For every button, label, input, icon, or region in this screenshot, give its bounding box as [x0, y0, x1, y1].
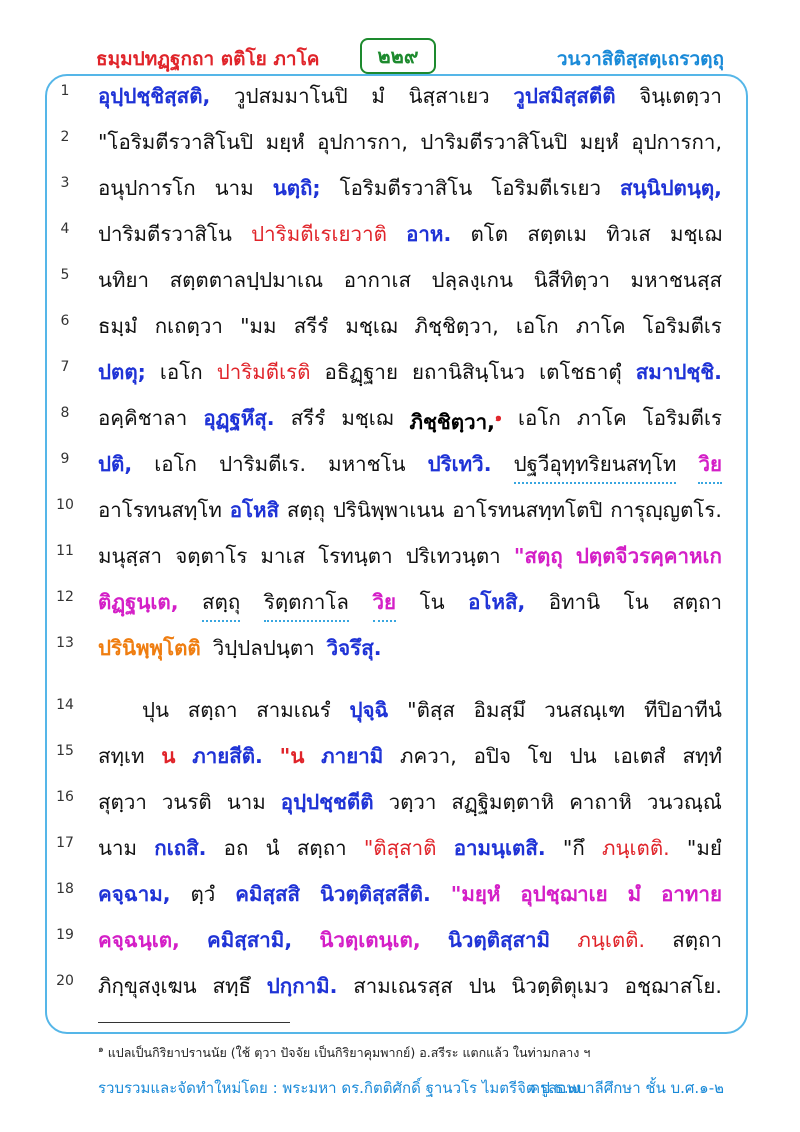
page-number: ๒๒๙ [360, 38, 436, 74]
word: "ติสฺส [407, 698, 455, 722]
word: นทิยา [98, 268, 150, 292]
word: จินฺเตตฺวา [639, 84, 722, 108]
word: เอโก [159, 360, 203, 384]
line-number: 14 [56, 697, 74, 713]
word: กเถตฺวา [154, 314, 223, 338]
word: โอริมตีเร [642, 314, 722, 338]
word: นิวตฺติสฺสามิ [447, 928, 551, 952]
word: จตฺตาโร [175, 544, 248, 568]
line-number: 6 [60, 313, 70, 329]
word: อุปการกา, [317, 130, 408, 154]
word: ปาริมตีเรติ [216, 360, 311, 384]
word: ปาริมตีเรเยวาติ [251, 222, 387, 246]
word: วิย [698, 444, 722, 484]
word: "น [279, 744, 305, 768]
line-number: 15 [56, 743, 74, 759]
word: "กึ [562, 836, 585, 860]
word: มาเส [260, 544, 306, 568]
word: ปฐวีอุทฺทริยนสทฺโท [514, 444, 677, 484]
word: อุปชฺฌาเย [520, 882, 608, 906]
line-number: 11 [56, 543, 74, 559]
footnote-divider [98, 1022, 290, 1023]
word: สรีรํ [293, 314, 329, 338]
word: สทฺเท [98, 744, 145, 768]
word: นํ [265, 836, 280, 860]
word: นาม [214, 176, 254, 200]
word: ตโต [470, 222, 509, 246]
footer-course: ครูสอนบาลีศึกษา ชั้น บ.ศ.๑-๒ [530, 1079, 724, 1097]
word: นาม [226, 790, 266, 814]
word: คมิสฺสสิ [235, 882, 301, 906]
line-number: 20 [56, 973, 74, 989]
word: ปาริมตีเร. [219, 452, 306, 476]
word: วิย [373, 582, 397, 622]
word: ติฏฺฐนฺเต, [98, 590, 179, 614]
book-title: ธมฺมปทฏฺฐกถา ตติโย ภาโค [96, 48, 320, 70]
word: ภายามิ [321, 744, 384, 768]
word: เตโชธาตุํ [539, 360, 622, 384]
word: มชฺเฌ [669, 222, 722, 246]
text-line [98, 260, 722, 300]
word: โอริมตีเร [642, 406, 722, 430]
word: อถ [223, 836, 249, 860]
word: ปน [468, 974, 496, 998]
footer-credit: รวบรวมและจัดทำใหม่โดย : พระมหา ดร.กิตติศักดิ์ ฐานวโร ไมตรีจิต ป.ธ.๗ [98, 1079, 580, 1097]
word: วนสณฺเฑ [544, 698, 626, 722]
word: อชฺฌาสโย. [624, 974, 722, 998]
word: ปกฺกามิ. [266, 974, 338, 998]
word: วูปสมิสฺสตีติ [513, 84, 616, 108]
word: ปรินิพฺพุโตติ [98, 636, 201, 660]
word: วตฺวา [388, 790, 437, 814]
word: นิสฺสาเยว [408, 84, 490, 108]
word: วนรติ [161, 790, 212, 814]
word: วูปสมมาโนปิ [234, 84, 348, 108]
word: อุฏฺฐหึสุ. [203, 406, 275, 430]
word: คาถาหิ [569, 790, 632, 814]
line-number: 3 [60, 175, 70, 191]
word: ธมฺมํ [98, 314, 138, 338]
footnote-ref: ๑ [494, 411, 502, 424]
line-number: 17 [56, 835, 74, 851]
word: เอโก [154, 452, 197, 476]
word: ปตฺตจีวรคฺคาหเก [575, 544, 722, 568]
word: นิวตฺติสฺสสีติ. [319, 882, 431, 906]
word: ภาโค [575, 314, 626, 338]
word: สทฺทํ [682, 744, 722, 768]
word: ทีปิอาทีนํ [644, 698, 722, 722]
line-number: 16 [56, 789, 74, 805]
text-line [98, 76, 722, 116]
word: ปติ, [98, 452, 133, 476]
word: วิจรึสุ. [326, 636, 382, 660]
word: สตฺถุ [202, 582, 240, 622]
text-line [98, 536, 722, 576]
word: นาม [98, 836, 138, 860]
word: คมิสฺสามิ, [207, 928, 293, 952]
word: อุปฺปชฺชตีติ [280, 790, 374, 814]
word: คจฺฉาม, [98, 882, 171, 906]
text-line [98, 490, 722, 530]
word: ปรินิพฺพาเนน [332, 498, 445, 522]
word: นิสีทิตฺวา [533, 268, 610, 292]
word: ริตฺตกาโล [264, 582, 349, 622]
word: สตฺถา [672, 928, 722, 952]
word: มหาชนสฺส [630, 268, 722, 292]
word: โอริมตีรวาสิโน [339, 176, 473, 200]
word: วนวณฺณํ [646, 790, 722, 814]
word: ภนฺเตติ. [577, 928, 645, 952]
line-number: 12 [56, 589, 74, 605]
line-number: 1 [60, 83, 70, 99]
word: อุปการกา, [631, 130, 722, 154]
text-line [98, 306, 722, 346]
word: ปริเทวนฺตา [405, 544, 501, 568]
word: มยฺหํ [265, 130, 305, 154]
word: มํ [371, 84, 385, 108]
word: ปุน [142, 698, 170, 722]
word: โน [623, 590, 649, 614]
word: สุตฺวา [98, 790, 147, 814]
text-line [98, 122, 722, 162]
word: นิวตฺติตุเมว [511, 974, 609, 998]
word: มยฺหํ [579, 130, 619, 154]
word: "มยฺหํ [450, 882, 501, 906]
word: ทิวเส [606, 222, 651, 246]
word: สตฺถา [296, 836, 347, 860]
word: อคฺคิชาลา [98, 406, 188, 430]
word: น [161, 744, 176, 768]
word: มหาชโน [328, 452, 406, 476]
word: มนุสฺสา [98, 544, 163, 568]
word: กเถสิ. [154, 836, 207, 860]
text-line [98, 628, 722, 668]
word: "โอริมตีรวาสิโนปิ [98, 130, 254, 154]
word: สามเณรํ [256, 698, 331, 722]
line-number: 18 [56, 881, 74, 897]
text-line [98, 214, 722, 254]
word: โน [419, 590, 445, 614]
story-title: วนวาสิติสฺสตฺเถรวตฺถุ [556, 48, 724, 70]
word: โรทนฺตา [318, 544, 393, 568]
text-line [98, 920, 722, 960]
text-line [98, 444, 722, 484]
word: ปลฺลงฺเกน [431, 268, 514, 292]
footnote-mark: ๑ [98, 1045, 104, 1055]
word: มํ [627, 882, 642, 906]
word: โข [527, 744, 553, 768]
word: อาทาย [661, 882, 722, 906]
text-line [98, 966, 722, 1006]
text-line [98, 736, 722, 776]
line-number: 5 [60, 267, 70, 283]
word: อามนฺเตสิ. [453, 836, 546, 860]
word: สตฺถุ [286, 498, 326, 522]
word: คจฺฉนฺเต, [98, 928, 180, 952]
word: ปาริมตีรวาสิโน [98, 222, 232, 246]
word: สตฺตตาลปฺปมาเณ [169, 268, 324, 292]
word: สนฺนิปตนฺตุ, [619, 176, 722, 200]
word: ตฺวํ [190, 882, 216, 906]
word: ปาริมตีรวาสิโนปิ [420, 130, 568, 154]
word: "มยํ [686, 836, 722, 860]
footnote [98, 1042, 590, 1063]
footnote-text: แปลเป็นกิริยาปรานนัย (ใช้ ตฺวา ปัจจัย เป็นกิริยาคุมพากย์) อ.สรีระ แตกแล้ว ในท่ามกลาง ฯ [107, 1045, 591, 1061]
line-number: 4 [60, 221, 70, 237]
word: อโหสิ, [468, 590, 526, 614]
word: อนุปการโก [98, 176, 196, 200]
text-line [98, 828, 722, 868]
line-number: 2 [60, 129, 70, 145]
word: อปิจ [473, 744, 511, 768]
word: ภาโค [576, 406, 627, 430]
word: สตฺตเม [527, 222, 587, 246]
line-number: 13 [56, 635, 74, 651]
word: "มม [240, 314, 277, 338]
word: เอโก [515, 314, 559, 338]
word: ปตตุ; [98, 360, 146, 384]
text-line [98, 874, 722, 914]
word: ปุจฺฉิ [349, 698, 389, 722]
word: เอเตสํ [613, 744, 666, 768]
word: โอริมตีเรเยว [491, 176, 602, 200]
word: สฏฺฐิมตฺตาหิ [451, 790, 555, 814]
word: สทฺธึ [212, 974, 252, 998]
text-line [142, 690, 722, 730]
word: อาโรทนสทฺทโตปิ [452, 498, 603, 522]
word: ภิชฺชิตฺวา, [414, 314, 499, 338]
word: เอโก [518, 406, 561, 430]
word: ภิชฺชิตฺวา,$^๑$ [409, 409, 502, 434]
word: สตฺถา [187, 698, 238, 722]
text-line [98, 398, 722, 438]
word: "ติสฺสาติ [363, 836, 437, 860]
word: มชฺเฌ [345, 314, 398, 338]
line-number: 7 [60, 359, 70, 375]
word: อิทานิ [548, 590, 601, 614]
word: สามเณรสฺส [353, 974, 453, 998]
word: สตฺถา [672, 590, 722, 614]
text-line [98, 352, 722, 392]
text-line [98, 168, 722, 208]
word: สรีรํ [290, 406, 326, 430]
text-line [98, 782, 722, 822]
word: สมาปชฺชิ. [635, 360, 722, 384]
line-number: 10 [56, 497, 74, 513]
word: อโหสิ [229, 498, 280, 522]
word: วิปฺปลปนฺตา [212, 636, 315, 660]
word: นิวตฺเตนฺเต, [319, 928, 421, 952]
word: นตฺถิ; [272, 176, 321, 200]
text-line [98, 582, 722, 622]
word: ภนฺเตติ. [601, 836, 670, 860]
word: อากาเส [343, 268, 411, 292]
word: ภิกฺขุสงฺเฆน [98, 974, 197, 998]
word: อธิฏฺฐาย [324, 360, 398, 384]
word: อิมสฺมึ [473, 698, 526, 722]
word: "สตฺถุ [513, 544, 563, 568]
word: ภายสีติ. [192, 744, 263, 768]
word: ปน [569, 744, 597, 768]
line-number: 8 [60, 405, 70, 421]
word: มชฺเฌ [341, 406, 394, 430]
word: ภควา, [400, 744, 457, 768]
word: อุปฺปชฺชิสฺสติ, [98, 84, 211, 108]
line-number: 9 [60, 451, 70, 467]
word: ปริเทวิ. [427, 452, 492, 476]
word: อาโรทนสทฺโท [98, 498, 222, 522]
line-number: 19 [56, 927, 74, 943]
word: การุญฺญตโร. [610, 498, 722, 522]
word: ยถานิสินฺโนว [412, 360, 526, 384]
word: อาห. [406, 222, 452, 246]
